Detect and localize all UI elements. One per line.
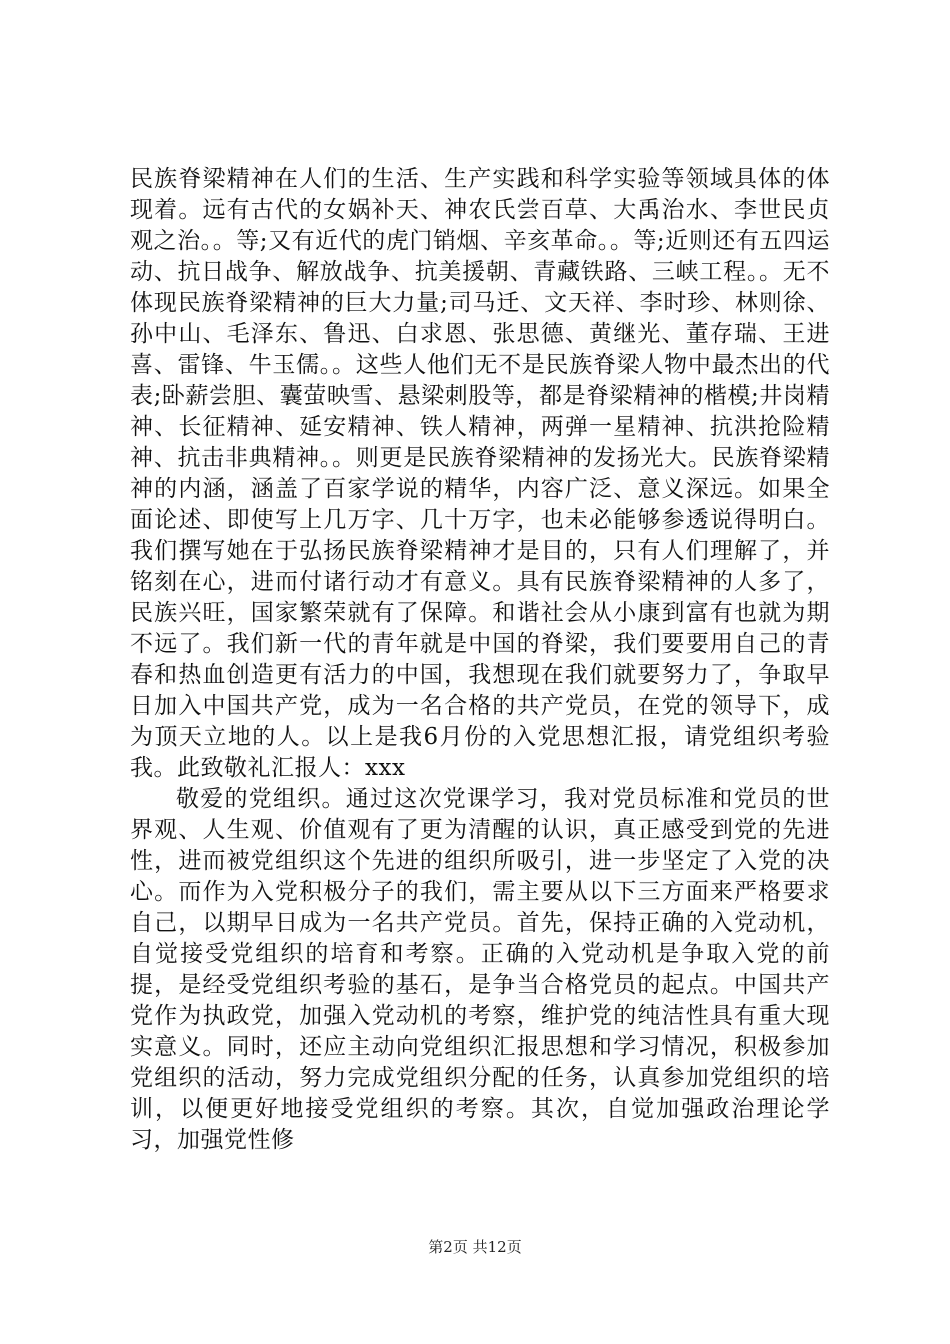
paragraph-2: 敬爱的党组织。通过这次党课学习，我对党员标准和党员的世界观、人生观、价值观有了更为清醒的认识，真正感受到党的先进性，进而被党组织这个先进的组织所吸引，进一步坚定了入党的决心。而作为入党积极分子的我们，需主要从以下三方面来严格要求自己，以期早日成为一名共产党员。首先，保持正确的入党动机，自觉接受党组织的培育和考察。正确的入党动机是争取入党的前提，是经受党组织考验的基石，是争当合格党员的起点。中国共产党作为执政党，加强入党动机的考察，维护党的纯洁性具有重大现实意义。同时，还应主动向党组织汇报思想和学习情况，积极参加党组织的活动，努力完成党组织分配的任务，认真参加党组织的培训，以便更好地接受党组织的考察。其次，自觉加强政治理论学习，加强党性修: [130, 786, 830, 1153]
paragraph-1: 民族脊梁精神在人们的生活、生产实践和科学实验等领域具体的体现着。远有古代的女娲补天、神农氏尝百草、大禹治水、李世民贞观之治。。等;又有近代的虎门销烟、辛亥革命。。等;近则还有五四运动、抗日战争、解放战争、抗美援朝、青藏铁路、三峡工程。。无不体现民族脊梁精神的巨大力量;司马迁、文天祥、李时珍、林则徐、孙中山、毛泽东、鲁迅、白求恩、张思德、黄继光、董存瑞、王进喜、雷锋、牛玉儒。。这些人他们无不是民族脊梁人物中最杰出的代表;卧薪尝胆、囊萤映雪、悬梁刺股等，都是脊梁精神的楷模;井岗精神、长征精神、延安精神、铁人精神，两弹一星精神、抗洪抢险精神、抗击非典精神。。则更是民族脊梁精神的发扬光大。民族脊梁精神的内涵，涵盖了百家学说的精华，内容广泛、意义深远。如果全面论述、即使写上几万字、几十万字，也未必能够参透说得明白。我们撰写她在于弘扬民族脊梁精神才是目的，只有人们理解了，并铭刻在心，进而付诸行动才有意义。具有民族脊梁精神的人多了，民族兴旺，国家繁荣就有了保障。和谐社会从小康到富有也就为期不远了。我们新一代的青年就是中国的脊梁，我们要要用自己的青春和热血创造更有活力的中国，我想现在我们就要努力了，争取早日加入中国共产党，成为一名合格的共产党员，在党的领导下，成为顶天立地的人。以上是我6月份的入党思想汇报，请党组织考验我。此致敬礼汇报人：xxx: [130, 166, 830, 781]
page-number-footer: 第2页 共12页: [428, 1238, 522, 1256]
document-body: [130, 164, 830, 1156]
